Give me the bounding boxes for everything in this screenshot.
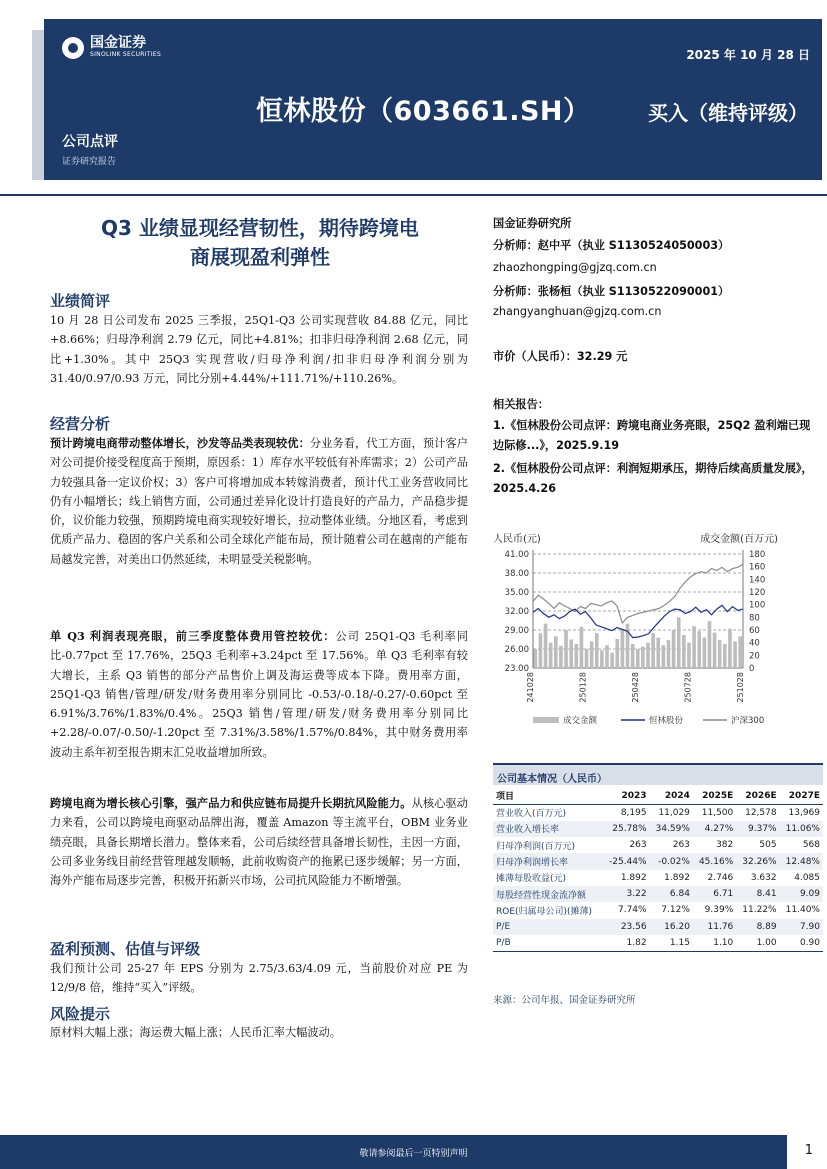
table-cell: 营业收入(百万元) (496, 809, 567, 820)
chart-volume-bar (580, 627, 584, 668)
chart-right-tick: 100 (749, 600, 766, 611)
table-cell: 568 (802, 840, 820, 851)
table-cell: 11.76 (693, 919, 736, 935)
logo-en: SINOLINK SECURITIES (90, 51, 162, 58)
section-title-forecast: 盈利预测、估值与评级 (50, 940, 201, 958)
table-header-row (493, 787, 823, 805)
table-cell: 11.40% (785, 905, 820, 916)
table-header-cell: 2026E (736, 787, 779, 805)
chart-volume-bar (677, 617, 681, 668)
legend-volume-swatch (533, 717, 559, 723)
table-cell: 263 (629, 840, 647, 851)
table-cell: 4.085 (794, 872, 820, 883)
section-title-review: 业绩简评 (50, 292, 111, 310)
chart-volume-bar (728, 629, 732, 668)
company-logo (62, 36, 161, 59)
legend-stock-label: 恒林股份 (649, 716, 684, 726)
chart-volume-bar (559, 646, 563, 668)
table-cell: 8.89 (736, 919, 779, 935)
table-row (493, 919, 823, 935)
table-source: 来源：公司年报、国金证券研究所 (493, 995, 636, 1006)
analyst-1-email[interactable]: zhaozhongping@gjzq.com.cn (493, 261, 657, 274)
chart-right-tick: 180 (749, 550, 766, 560)
table-cell: 12,578 (745, 807, 777, 818)
section-text-review: 10 月 28 日公司发布 2025 三季报，25Q1-Q3 公司实现营收 84.88 亿元，同比+8.66%；归母净利润 2.79 亿元，同比+4.81%；扣非归母净利润 2.68 亿元，同比+1.30%。其中 25Q3 实现营收/归母净利润/扣非归母净利润分别为 31.40/0.97/0.93 万元，同比分别+4.44%/+111.71%/+110.26%。 (50, 314, 468, 385)
chart-volume-bar (549, 643, 553, 668)
table-cell: -25.44% (603, 853, 650, 869)
chart-volume-bar (605, 645, 609, 668)
table-cell: 263 (672, 840, 690, 851)
chart-right-tick: 40 (749, 638, 760, 649)
chart-volume-bar (656, 638, 660, 668)
report-subtype: 证券研究报告 (62, 157, 117, 167)
table-cell: 32.26% (736, 853, 779, 869)
table-cell: 45.16% (693, 853, 736, 869)
table-row (493, 805, 823, 821)
table-cell: P/E (493, 919, 603, 935)
chart-volume-bar (641, 646, 645, 668)
chart-volume-bar (621, 629, 625, 668)
table-cell: 1.15 (650, 935, 693, 951)
section-title-risk: 风险提示 (50, 1005, 111, 1023)
table-cell: 归母净利润增长率 (493, 853, 603, 869)
table-cell: 9.37% (736, 821, 779, 837)
table-cell: 23.56 (603, 919, 650, 935)
chart-volume-bar (615, 639, 619, 668)
chart-left-tick: 41.00 (504, 550, 529, 560)
chart-left-tick: 23.00 (504, 664, 529, 674)
chart-right-tick: 140 (749, 575, 766, 586)
chart-volume-bar (667, 640, 671, 668)
chart-right-tick: 80 (749, 613, 760, 624)
chart-right-tick: 60 (749, 626, 760, 636)
chart-x-tick: 241028 (526, 672, 535, 703)
chart-volume-bar (610, 653, 614, 668)
table-cell: 3.632 (750, 872, 777, 883)
table-cell: 8,195 (620, 807, 647, 818)
analyst-1: 分析师：赵中平（执业 S1130524050003） (493, 239, 730, 252)
table-cell: 11,029 (658, 807, 690, 818)
table-row (493, 870, 823, 886)
table-cell: 3.22 (603, 886, 650, 902)
analysis-paragraph-2 (50, 627, 468, 762)
chart-volume-bar (600, 650, 604, 668)
chart-volume-bar (692, 626, 696, 668)
table-cell: ROE(归属母公司)(摊薄) (496, 906, 593, 917)
report-date: 2025 年 10 月 28 日 (686, 48, 810, 62)
chart-right-axis-label: 成交金额(百万元) (700, 534, 778, 545)
table-cell: 25.78% (603, 821, 650, 837)
table-row (493, 853, 823, 869)
table-header-cell: 2025E (693, 787, 736, 805)
table-header-cell: 2023 (603, 787, 650, 805)
table-header-cell: 项目 (493, 787, 603, 805)
financial-table (493, 787, 823, 952)
table-row (493, 935, 823, 951)
report-headline (48, 214, 472, 272)
table-cell: 34.59% (650, 821, 693, 837)
table-cell: 4.27% (693, 821, 736, 837)
report-header (44, 19, 822, 180)
chart-left-axis-label: 人民币(元) (493, 534, 541, 545)
chart-volume-bar (554, 636, 558, 668)
analysis-p3-body: 从核心驱动力来看，公司以跨境电商驱动品牌出海，覆盖 Amazon 等主流平台，OBM 业务业绩亮眼，具备长期增长潜力。整体来看，公司后续经营具备增长韧性，主因一方面，公司多业务线目前经营管理越发顺畅，此前收购资产的拖累已逐步缓解；另一方面，海外产能布局逐步完善，积极开拓新兴市场，公司抗风险能力不断增强。 (50, 797, 468, 888)
analysis-p1-body: 分业务看，代工方面，预计客户对公司提价接受程度高于预期，原因系：1）库存水平较低有补库需求；2）公司产品力较强具备一定议价权；3）客户可将增加成本转嫁消费者，预计代工业务营收同比仍有小幅增长；线上销售方面，公司通过差异化设计打造良好的产品力，产品稳步提价，议价能力较强，预期跨境电商实现较好增长，拉动整体业绩。分地区看，考虑到优质产品力、稳固的客户关系和公司全球化产能布局，预计随着公司在越南的产能布局越发完善，对美出口仍然延续，未明显受关税影响。 (50, 437, 468, 566)
chart-volume-bar (713, 633, 717, 668)
legend-volume-label: 成交金额 (563, 716, 598, 726)
chart-volume-bar (539, 633, 543, 668)
table-cell: 2.746 (707, 872, 734, 883)
analysis-p2-body: 公司 25Q1-Q3 毛利率同比-0.77pct 至 17.76%，25Q3 毛利率+3.24pct 至 17.56%。单 Q3 毛利率有较大增长，主系 Q3 销售的部分产品售价上调及海运费等成本下降。费用率方面，25Q1-Q3 销售/管理/研发/财务费用率分别同比 -0.53/-0.18/-0.27/-0.60pct 至 6.91%/3.76%/1.83%/0.4%。25Q3 销售/管理/研发/财务费用率分别同比+2.28/-0.07/-0.50/-1.20pct 至 7.31%/3.58%/1.57%/0.84%，其中财务费用率波动主系年初至报告期末汇兑收益增加所致。 (50, 630, 468, 759)
chart-volume-bar (595, 633, 599, 668)
chart-volume-bar (585, 649, 589, 668)
section-title-analysis: 经营分析 (50, 415, 111, 433)
chart-volume-bar (708, 621, 712, 668)
chart-volume-bar (534, 649, 538, 668)
chart-x-tick: 251028 (736, 672, 745, 703)
table-cell: 382 (716, 840, 734, 851)
table-cell: 摊薄每股收益(元) (496, 874, 567, 885)
chart-volume-bar (544, 624, 548, 668)
logo-icon (62, 37, 84, 59)
page-number: 1 (804, 1143, 813, 1158)
table-cell: 12.48% (780, 853, 823, 869)
table-cell: 7.12% (661, 905, 690, 916)
table-header-cell: 2024 (650, 787, 693, 805)
logo-cn: 国金证券 (90, 35, 146, 51)
table-cell: -0.02% (650, 853, 693, 869)
table-cell: 归母净利润(百万元) (496, 841, 576, 852)
table-row (493, 821, 823, 837)
chart-left-tick: 35.00 (504, 588, 529, 598)
section-text-risk: 原材料大幅上涨；海运费大幅上涨；人民币汇率大幅波动。 (50, 1026, 341, 1039)
headline-line-1: Q3 业绩显现经营韧性，期待跨境电 (101, 216, 419, 240)
chart-x-tick: 250728 (683, 672, 693, 703)
table-cell: 0.90 (780, 935, 823, 951)
table-cell: 11.06% (780, 821, 823, 837)
table-cell: 11.22% (742, 905, 777, 916)
analyst-2: 分析师：张杨桓（执业 S1130522090001） (493, 285, 730, 298)
chart-volume-bar (569, 640, 573, 669)
table-cell: 8.41 (736, 886, 779, 902)
table-cell: P/B (493, 935, 603, 951)
chart-right-tick: 20 (749, 651, 760, 662)
chart-right-tick: 120 (749, 588, 766, 598)
table-cell: 1.892 (620, 872, 647, 883)
chart-volume-bar (697, 631, 701, 668)
table-cell: 1.10 (693, 935, 736, 951)
table-cell: 6.71 (693, 886, 736, 902)
table-cell: 7.74% (617, 905, 647, 916)
chart-volume-bar (703, 638, 707, 668)
chart-volume-bar (682, 635, 686, 668)
chart-volume-bar (723, 644, 727, 668)
chart-volume-bar (672, 630, 676, 668)
chart-left-tick: 32.00 (504, 607, 529, 617)
analysis-paragraph-3 (50, 794, 468, 890)
table-cell: 9.39% (704, 905, 734, 916)
chart-volume-bar (651, 633, 655, 668)
chart-x-tick: 250428 (631, 672, 640, 703)
rating-label: 买入（维持评级） (648, 101, 808, 125)
research-org: 国金证券研究所 (493, 217, 572, 230)
chart-volume-bar (631, 644, 635, 668)
analysis-paragraph-1 (50, 434, 468, 569)
chart-left-tick: 29.00 (504, 626, 529, 636)
chart-left-tick: 26.00 (504, 645, 529, 655)
report-type: 公司点评 (62, 134, 118, 150)
related-report-2[interactable]: 2.《恒林股份公司点评：利润短期承压，期待后续高质量发展》，2025.4.26 (493, 462, 813, 495)
stock-title: 恒林股份（603661.SH） (256, 96, 591, 127)
table-cell: 1.82 (603, 935, 650, 951)
analysis-p3-lead: 跨境电商为增长核心引擎，强产品力和供应链布局提升长期抗风险能力。 (50, 796, 412, 810)
table-cell: 505 (759, 840, 777, 851)
chart-x-tick: 250128 (578, 672, 588, 703)
market-price: 市价（人民币）：32.29 元 (493, 350, 628, 363)
table-row (493, 886, 823, 902)
chart-volume-bar (662, 645, 666, 668)
table-row (493, 902, 823, 918)
section-text-forecast: 我们预计公司 25-27 年 EPS 分别为 2.75/3.63/4.09 元，当前股价对应 PE 为 12/9/8 倍，维持“买入”评级。 (50, 962, 468, 995)
analysis-p2-lead: 单 Q3 利润表现亮眼，前三季度整体费用管控较优： (50, 629, 336, 643)
table-cell: 1.892 (664, 872, 690, 883)
chart-volume-bar (738, 636, 742, 668)
chart-volume-bar (687, 643, 691, 668)
chart-volume-bar (733, 641, 737, 668)
disclaimer-note: 敬请参阅最后一页特别声明 (359, 1149, 468, 1159)
table-row (493, 837, 823, 853)
analysis-p1-lead: 预计跨境电商带动整体增长，沙发等品类表现较优： (50, 436, 310, 450)
table-cell: 6.84 (650, 886, 693, 902)
table-title: 公司基本情况（人民币） (493, 763, 823, 785)
table-cell: 11,500 (701, 807, 734, 818)
related-report-1[interactable]: 1.《恒林股份公司点评：跨境电商业务亮眼，25Q2 盈利端已现边际修...》，2025.9.19 (493, 419, 811, 452)
chart-right-tick: 0 (749, 664, 755, 674)
table-cell: 营业收入增长率 (493, 821, 603, 837)
table-cell: 13,969 (788, 807, 820, 818)
legend-index-label: 沪深300 (731, 716, 765, 726)
chart-volume-bar (564, 630, 568, 668)
table-cell: 每股经营性现金流净额 (493, 886, 603, 902)
table-header-cell: 2027E (780, 787, 823, 805)
header-divider (0, 194, 827, 196)
chart-volume-bar (718, 640, 722, 668)
header-accent-bar (32, 30, 44, 180)
table-cell: 16.20 (650, 919, 693, 935)
stock-price-chart (493, 532, 778, 732)
chart-volume-bar (574, 644, 578, 668)
headline-line-2: 商展现盈利弹性 (190, 245, 330, 269)
chart-left-tick: 38.00 (504, 569, 529, 579)
table-cell: 1.00 (736, 935, 779, 951)
chart-volume-bar (590, 641, 594, 668)
related-title: 相关报告： (493, 398, 549, 411)
table-cell: 7.90 (780, 919, 823, 935)
chart-right-tick: 160 (749, 562, 766, 573)
analyst-2-email[interactable]: zhangyanghuan@gjzq.com.cn (493, 305, 662, 318)
table-cell: 9.09 (780, 886, 823, 902)
chart-volume-bar (636, 649, 640, 668)
chart-volume-bar (646, 643, 650, 668)
